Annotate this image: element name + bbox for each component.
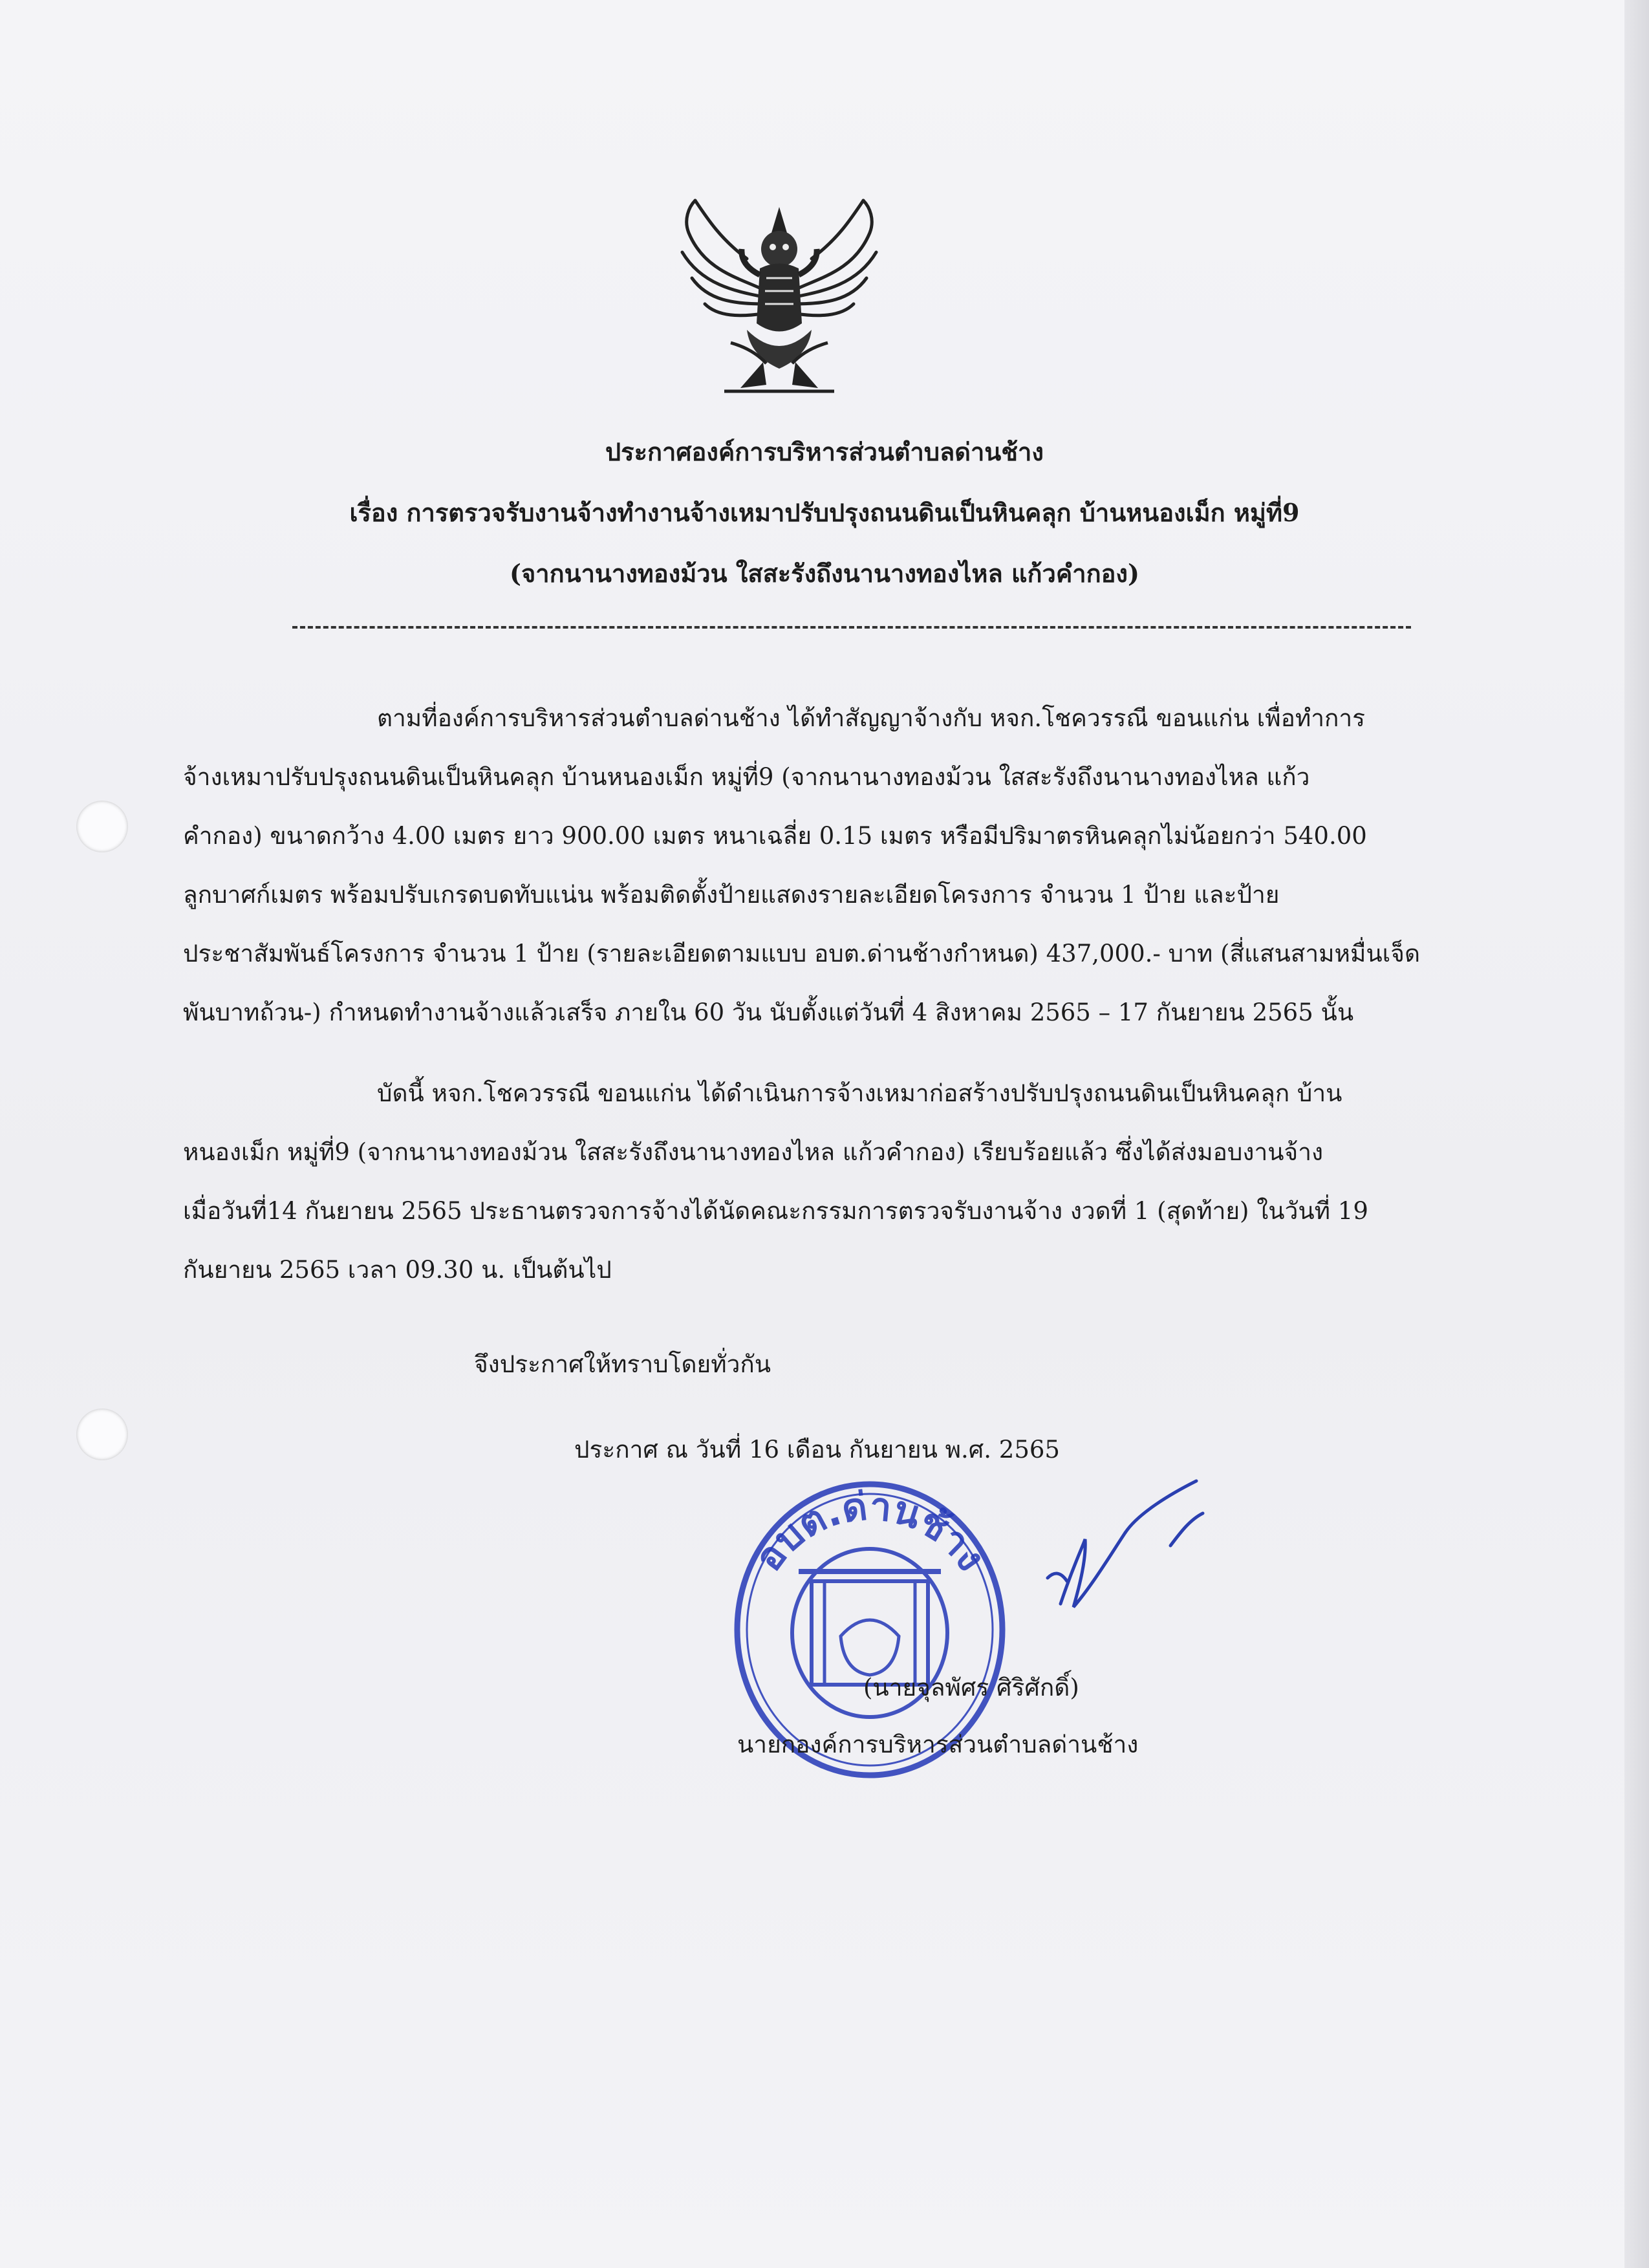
paragraph-line: พันบาทถ้วน-) กำหนดทำงานจ้างแล้วเสร็จ ภายใน 60 วัน นับตั้งแต่วันที่ 4 สิงหาคม 2565 – 17 กันยายน 2565 นั้น [183,999,1354,1026]
svg-text:อบต.ด่านช้าง [746,1484,994,1579]
paragraph-line: กันยายน 2565 เวลา 09.30 น. เป็นต้นไป [183,1256,612,1284]
paragraph-line: หนองเม็ก หมู่ที่9 (จากนานางทองม้วน ใสสะรังถึงนานางทองไหล แก้วคำกอง) เรียบร้อยแล้ว ซึ่งได้ส่งมอบงานจ้าง [183,1138,1324,1166]
stamp-text: อบต.ด่านช้าง [746,1484,994,1580]
paragraph-line: คำกอง) ขนาดกว้าง 4.00 เมตร ยาว 900.00 เมตร หนาเฉลี่ย 0.15 เมตร หรือมีปริมาตรหินคลุกไม่น้อยกว่า 540.00 [183,822,1367,850]
handwritten-signature [1035,1474,1209,1630]
page-edge-shadow [1624,0,1649,2268]
announce-text: จึงประกาศให้ทราบโดยทั่วกัน [474,1350,771,1378]
announcement-subject: เรื่อง การตรวจรับงานจ้างทำงานจ้างเหมาปรับปรุงถนนดินเป็นหินคลุก บ้านหนองเม็ก หมู่ที่9 [349,498,1300,527]
paragraph-line: ลูกบาศก์เมตร พร้อมปรับเกรดบดทับแน่น พร้อมติดตั้งป้ายแสดงรายละเอียดโครงการ จำนวน 1 ป้าย และป้าย [183,881,1280,909]
punch-hole-top [76,801,128,852]
paragraph-contract [183,689,1522,1042]
punch-hole-bottom [76,1409,128,1460]
paragraph-line: ตามที่องค์การบริหารส่วนตำบลด่านช้าง ได้ทำสัญญาจ้างกับ หจก.โชควรรณี ขอนแก่น เพื่อทำการ [377,704,1366,732]
garuda-emblem-icon [669,194,889,407]
separator-line [292,626,1411,629]
paragraph-line: จ้างเหมาปรับปรุงถนนดินเป็นหินคลุก บ้านหนองเม็ก หมู่ที่9 (จากนานางทองม้วน ใสสะรังถึงนานางทองไหล แก้ว [183,763,1310,791]
announcement-title: ประกาศองค์การบริหารส่วนตำบลด่านช้าง [605,437,1044,466]
paragraph-line: เมื่อวันที่14 กันยายน 2565 ประธานตรวจการจ้างได้นัดคณะกรรมการตรวจรับงานจ้าง งวดที่ 1 (สุดท้าย) ในวันที่ 19 [183,1197,1368,1225]
paragraph-line: ประชาสัมพันธ์โครงการ จำนวน 1 ป้าย (รายละเอียดตามแบบ อบต.ด่านช้างกำหนด) 437,000.- บาท (สี่แสนสามหมื่นเจ็ด [183,940,1420,967]
announcement-subject-detail: (จากนานางทองม้วน ใสสะรังถึงนานางทองไหล แก้วคำกอง) [510,559,1139,588]
signer-name: (นายจุลพัศร ศิริศักดิ์) [863,1674,1079,1701]
signer-position: นายกองค์การบริหารส่วนตำบลด่านช้าง [737,1731,1139,1758]
paragraph-line: บัดนี้ หจก.โชควรรณี ขอนแก่น ได้ดำเนินการจ้างเหมาก่อสร้างปรับปรุงถนนดินเป็นหินคลุก บ้าน [377,1079,1342,1107]
announce-date: ประกาศ ณ วันที่ 16 เดือน กันยายน พ.ศ. 2565 [574,1436,1060,1463]
paragraph-inspection [183,1064,1522,1299]
